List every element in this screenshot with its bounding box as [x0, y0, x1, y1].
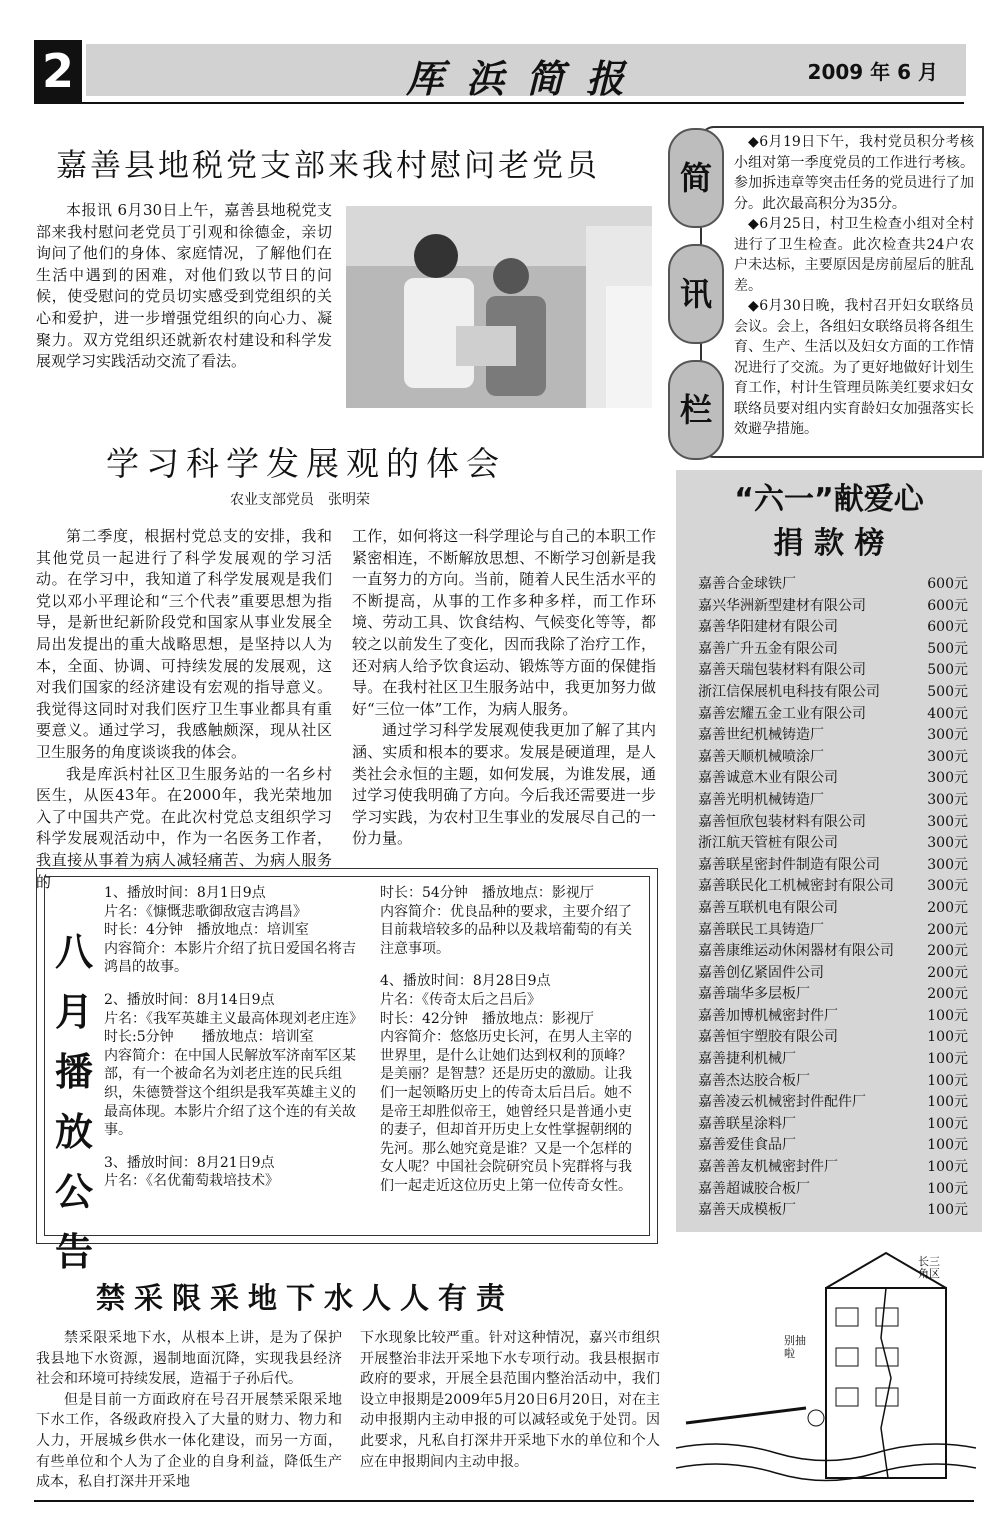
movie-col-left — [104, 884, 362, 1191]
donation-row — [698, 660, 968, 682]
donor-name: 嘉善天成模板厂 — [698, 1202, 796, 1219]
movie3-time: 3、播放时间：8月21日9点 — [104, 1154, 275, 1171]
donation-row — [698, 941, 968, 963]
donation-amount: 600元 — [927, 619, 968, 636]
donation-amount: 600元 — [927, 597, 968, 614]
donation-amount: 300元 — [927, 835, 968, 852]
brief-label — [668, 128, 728, 476]
donation-title-line2: 捐 款 榜 — [773, 526, 885, 561]
donor-name: 嘉善创亿紧固件公司 — [698, 964, 824, 981]
donor-name: 嘉善天瑞包装材料有限公司 — [698, 662, 866, 679]
donation-amount: 200元 — [927, 943, 968, 960]
donation-row — [698, 984, 968, 1006]
cartoon — [676, 1248, 976, 1494]
donation-row — [698, 898, 968, 920]
donor-name: 嘉善诚意木业有限公司 — [698, 770, 838, 787]
donation-row — [698, 725, 968, 747]
donor-name: 嘉善宏耀五金工业有限公司 — [698, 705, 866, 722]
movie1-time: 1、播放时间：8月1日9点 — [104, 885, 266, 901]
movie-label-char: 八 — [54, 930, 93, 974]
header-rule — [34, 102, 964, 104]
movie4-duration: 时长：42分钟 播放地点：影视厅 — [380, 1010, 594, 1027]
donor-name: 嘉善互联机电有限公司 — [698, 899, 838, 916]
donor-name: 嘉善瑞华多层板厂 — [698, 986, 810, 1003]
donation-amount: 300元 — [927, 748, 968, 765]
cartoon-sign: 长三角区 — [918, 1255, 940, 1280]
donation-list — [698, 574, 968, 1222]
donation-row — [698, 617, 968, 639]
masthead-bar — [86, 44, 966, 101]
photo-illustration — [346, 206, 652, 408]
donor-name: 浙江信保展机电科技有限公司 — [698, 683, 880, 700]
donation-amount: 200元 — [927, 986, 968, 1003]
article2-col1 — [36, 526, 332, 893]
movie2-time: 2、播放时间：8月14日9点 — [104, 991, 275, 1008]
donation-amount: 100元 — [927, 1029, 968, 1046]
article2-byline: 农业支部党员 张明荣 — [230, 492, 370, 508]
article3-title: 禁采限采地下水人人有责 — [96, 1281, 515, 1315]
movie-label-char: 告 — [54, 1230, 93, 1274]
donation-amount: 100元 — [927, 1159, 968, 1176]
donation-amount: 500元 — [927, 662, 968, 679]
donation-row — [698, 1135, 968, 1157]
donor-name: 嘉善光明机械铸造厂 — [698, 791, 824, 808]
donation-amount: 300元 — [927, 813, 968, 830]
donation-amount: 100元 — [927, 1202, 968, 1219]
donation-row — [698, 1114, 968, 1136]
donation-amount: 500元 — [927, 640, 968, 657]
donor-name: 嘉善联民化工机械密封有限公司 — [698, 878, 894, 895]
page-number: 2 — [34, 40, 82, 102]
movie4-time: 4、播放时间：8月28日9点 — [380, 973, 551, 990]
article3-col2 — [360, 1328, 660, 1472]
movie1-duration: 时长：4分钟 播放地点：培训室 — [104, 922, 309, 939]
donor-name: 嘉善杰达胶合板厂 — [698, 1072, 810, 1089]
donation-amount: 300元 — [927, 770, 968, 787]
brief-label-char: 简 — [668, 128, 724, 228]
donation-row — [698, 855, 968, 877]
donation-row — [698, 1006, 968, 1028]
donation-amount: 100元 — [927, 1094, 968, 1111]
movie-label-char: 月 — [54, 990, 93, 1034]
donation-row — [698, 747, 968, 769]
movie3-intro: 内容简介：优良品种的要求，主要介绍了目前栽培较多的品种以及栽培葡萄的有关注意事项。 — [380, 903, 632, 957]
article2-paragraph: 我是库浜村社区卫生服务站的一名乡村医生，从医43年。在2000年，我光荣地加入了中国共产党。在此次村党总支组织学习科学发展观活动中，作为一名医务工作者，我直接从事着为病人减轻痛苦、为病人服务的 — [36, 764, 332, 891]
article2-col2 — [352, 526, 656, 850]
donation-amount: 100元 — [927, 1180, 968, 1197]
donation-title-line1: “六一”献爱心 — [734, 482, 924, 517]
donor-name: 浙江航天管桩有限公司 — [698, 835, 838, 852]
donation-row — [698, 1200, 968, 1222]
movie2-duration: 时长:5分钟 播放地点：培训室 — [104, 1029, 314, 1046]
donation-row — [698, 1092, 968, 1114]
masthead-title: 厍浜简报 — [405, 56, 646, 101]
donor-name: 嘉善广升五金有限公司 — [698, 640, 838, 657]
donation-row — [698, 1027, 968, 1049]
movie4-name: 片名：《传奇太后之吕后》 — [380, 991, 541, 1008]
donor-name: 嘉善联星密封件制造有限公司 — [698, 856, 880, 873]
article3-paragraph: 下水现象比较严重。针对这种情况，嘉兴市组织开展整治非法开采地下水专项行动。我县根据市政府的要求，开展全县范围内整治活动中，我们设立申报期是2009年5月20日6月20日，对在主动申报期内主动申报的可以减轻或免于处罚。因此要求，凡私自打深井开采地下水的单位和个人应在申报期间内主动申报。 — [360, 1330, 660, 1470]
donor-name: 嘉善联星涂料厂 — [698, 1115, 796, 1132]
donation-title — [676, 478, 982, 566]
movie4-intro: 内容简介：悠悠历史长河，在男人主宰的世界里，是什么让她们达到权利的顶峰？是美丽？是智慧？还是历史的激励。让我们一起领略历史上的传奇太后吕后。她不是帝王却胜似帝王，她曾经只是普通小吏的妻子，但却首开历史上女性掌握朝纲的先河。那么她究竟是谁？又是一个怎样的女人呢？中国社会院研究员卜宪群将与我们一起走近这位历史上第一位传奇女性。 — [380, 1029, 632, 1194]
movie2-intro: 内容简介：在中国人民解放军济南军区某部，有一个被命名为刘老庄连的民兵组织，朱德赞誉这个组织是我军英雄主义的最高体现。本影片介绍了这个连的有关故事。 — [104, 1047, 356, 1139]
article2-paragraph: 工作，如何将这一科学理论与自己的本职工作紧密相连，不断解放思想、不断学习创新是我一直努力的方向。当前，随着人民生活水平的不断提高，从事的工作多种多样，而工作环境、劳动工具、饮食结构、气候变化等等，都较之以前发生了变化，因而我除了治疗工作，还对病人给予饮食运动、锻炼等方面的保健指导。在我村社区卫生服务站中，我更加努力做好“三位一体”工作，为病人服务。 — [352, 527, 656, 718]
donation-row — [698, 876, 968, 898]
brief-item: ◆6月19日下午，我村党员积分考核小组对第一季度党员的工作进行考核。参加拆违章等突击任务的党员进行了加分。此次最高积分为35分。 — [734, 134, 974, 212]
donation-row — [698, 1049, 968, 1071]
article1-photo — [346, 206, 652, 408]
donor-name: 嘉善善友机械密封件厂 — [698, 1159, 838, 1176]
article3-paragraph: 但是目前一方面政府在号召开展禁采限采地下水工作，各级政府投入了大量的财力、物力和人力，开展城乡供水一体化建设，而另一方面，有些单位和个人为了企业的自身利益，降低生产成本，私自打深井开采地 — [36, 1391, 342, 1491]
article2-paragraph: 第二季度，根据村党总支的安排，我和其他党员一起进行了科学发展观的学习活动。在学习中，我知道了科学发展观是我们党以邓小平理论和“三个代表”重要思想为指导，是新世纪新阶段党和国家从事业发展全局出发提出的重大战略思想，是坚持以人为本，全面、协调、可持续发展的发展观，这对我们国家的经济建设有宏观的指导意义。我觉得这同时对我们医疗卫生事业都具有重要意义。通过学习，我感触颇深，现从社区卫生服务的角度谈谈我的体会。 — [36, 527, 332, 761]
donor-name: 嘉善爱佳食品厂 — [698, 1137, 796, 1154]
donation-row — [698, 1179, 968, 1201]
donation-amount: 300元 — [927, 727, 968, 744]
donor-name: 嘉善加博机械密封件厂 — [698, 1007, 838, 1024]
movie-label-char: 播 — [54, 1050, 93, 1094]
donation-row — [698, 1157, 968, 1179]
article2-paragraph: 通过学习科学发展观使我更加了解了其内涵、实质和根本的要求。发展是硬道理，是人类社会永恒的主题，如何发展，为谁发展，通过学习使我明确了方向。今后我还需要进一步学习实践，为农村卫生事业的发展尽自己的一份力量。 — [352, 721, 656, 848]
donation-row — [698, 833, 968, 855]
donor-name: 嘉善康维运动休闲器材有限公司 — [698, 943, 894, 960]
brief-item: ◆6月30日晚，我村召开妇女联络员会议。会上，各组妇女联络员将各组生育、生产、生活以及妇女方面的工作情况进行了交流。为了更好地做好计划生育工作，村计生管理员陈美红要求妇女联络员要对组内实育龄妇女加强落实长效避孕措施。 — [734, 298, 974, 437]
donation-row — [698, 812, 968, 834]
donor-name: 嘉善合金球铁厂 — [698, 576, 796, 592]
donation-amount: 200元 — [927, 899, 968, 916]
donor-name: 嘉善凌云机械密封件配件厂 — [698, 1094, 866, 1111]
donor-name: 嘉善世纪机械铸造厂 — [698, 727, 824, 744]
donation-amount: 600元 — [927, 576, 968, 592]
donation-amount: 100元 — [927, 1137, 968, 1154]
donor-name: 嘉善超诚胶合板厂 — [698, 1180, 810, 1197]
donation-amount: 200元 — [927, 921, 968, 938]
movie2-name: 片名：《我军英雄主义最高体现刘老庄连》 — [104, 1010, 363, 1027]
donation-amount: 200元 — [927, 964, 968, 981]
donor-name: 嘉兴华洲新型建材有限公司 — [698, 597, 866, 614]
issue-date: 2009 年 6 月 — [807, 60, 938, 84]
movie1-name: 片名：《慷慨悲歌御敌寇吉鸿昌》 — [104, 903, 307, 920]
article1-paragraph: 本报讯 6月30日上午，嘉善县地税党支部来我村慰问老党员丁引观和徐德金，亲切询问了他们的身体、家庭情况，了解他们在生活中遇到的困难，对他们致以节日的问候，使受慰问的党员切实感受到党组织的关心和爱护，进一步增强党组织的向心力、凝聚力。双方党组织还就新农村建设和科学发展观学习实践活动交流了看法。 — [36, 201, 332, 371]
donor-name: 嘉善恒欣包装材料有限公司 — [698, 813, 866, 830]
donation-row — [698, 920, 968, 942]
movie-notice-label — [54, 922, 94, 1282]
donation-amount: 100元 — [927, 1072, 968, 1089]
article3-col1 — [36, 1328, 342, 1493]
donation-row — [698, 768, 968, 790]
article3-paragraph: 禁采限采地下水，从根本上讲，是为了保护我县地下水资源，遏制地面沉降，实现我县经济社会和环境可持续发展，造福于子孙后代。 — [36, 1330, 342, 1388]
movie3-name: 片名：《名优葡萄栽培技术》 — [104, 1173, 279, 1190]
movie-label-char: 放 — [54, 1110, 93, 1154]
brief-label-char: 栏 — [668, 360, 724, 460]
donation-row — [698, 682, 968, 704]
donor-name: 嘉善联民工具铸造厂 — [698, 921, 824, 938]
movie1-intro: 内容简介：本影片介绍了抗日爱国名将吉鸿昌的故事。 — [104, 940, 356, 976]
donation-row — [698, 704, 968, 726]
article1-body — [36, 200, 332, 373]
donation-amount: 300元 — [927, 856, 968, 873]
donation-row — [698, 639, 968, 661]
donation-amount: 300元 — [927, 791, 968, 808]
movie3-duration: 时长：54分钟 播放地点：影视厅 — [380, 885, 594, 901]
donation-amount: 100元 — [927, 1007, 968, 1024]
movie-col-right — [380, 884, 640, 1196]
donation-row — [698, 574, 968, 596]
donation-row — [698, 596, 968, 618]
brief-label-char: 讯 — [668, 244, 724, 344]
cartoon-drawing — [676, 1248, 976, 1494]
donation-amount: 100元 — [927, 1115, 968, 1132]
bottom-rule — [34, 1500, 974, 1502]
donation-amount: 400元 — [927, 705, 968, 722]
donation-amount: 500元 — [927, 683, 968, 700]
donation-row — [698, 963, 968, 985]
brief-items — [734, 132, 974, 440]
donation-row — [698, 1071, 968, 1093]
cartoon-caption: 别抽啦 — [784, 1334, 806, 1360]
article1-title: 嘉善县地税党支部来我村慰问老党员 — [56, 148, 600, 184]
donor-name: 嘉善华阳建材有限公司 — [698, 619, 838, 636]
donation-amount: 100元 — [927, 1051, 968, 1068]
donor-name: 嘉善捷利机械厂 — [698, 1051, 796, 1068]
brief-item: ◆6月25日，村卫生检查小组对全村进行了卫生检查。此次检查共24户农户未达标，主要原因是房前屋后的脏乱差。 — [734, 216, 974, 294]
article2-title: 学习科学发展观的体会 — [106, 444, 506, 483]
donor-name: 嘉善恒宇塑胶有限公司 — [698, 1029, 838, 1046]
donation-amount: 300元 — [927, 878, 968, 895]
movie-label-char: 公 — [54, 1170, 93, 1214]
donor-name: 嘉善天顺机械喷涂厂 — [698, 748, 824, 765]
donation-row — [698, 790, 968, 812]
